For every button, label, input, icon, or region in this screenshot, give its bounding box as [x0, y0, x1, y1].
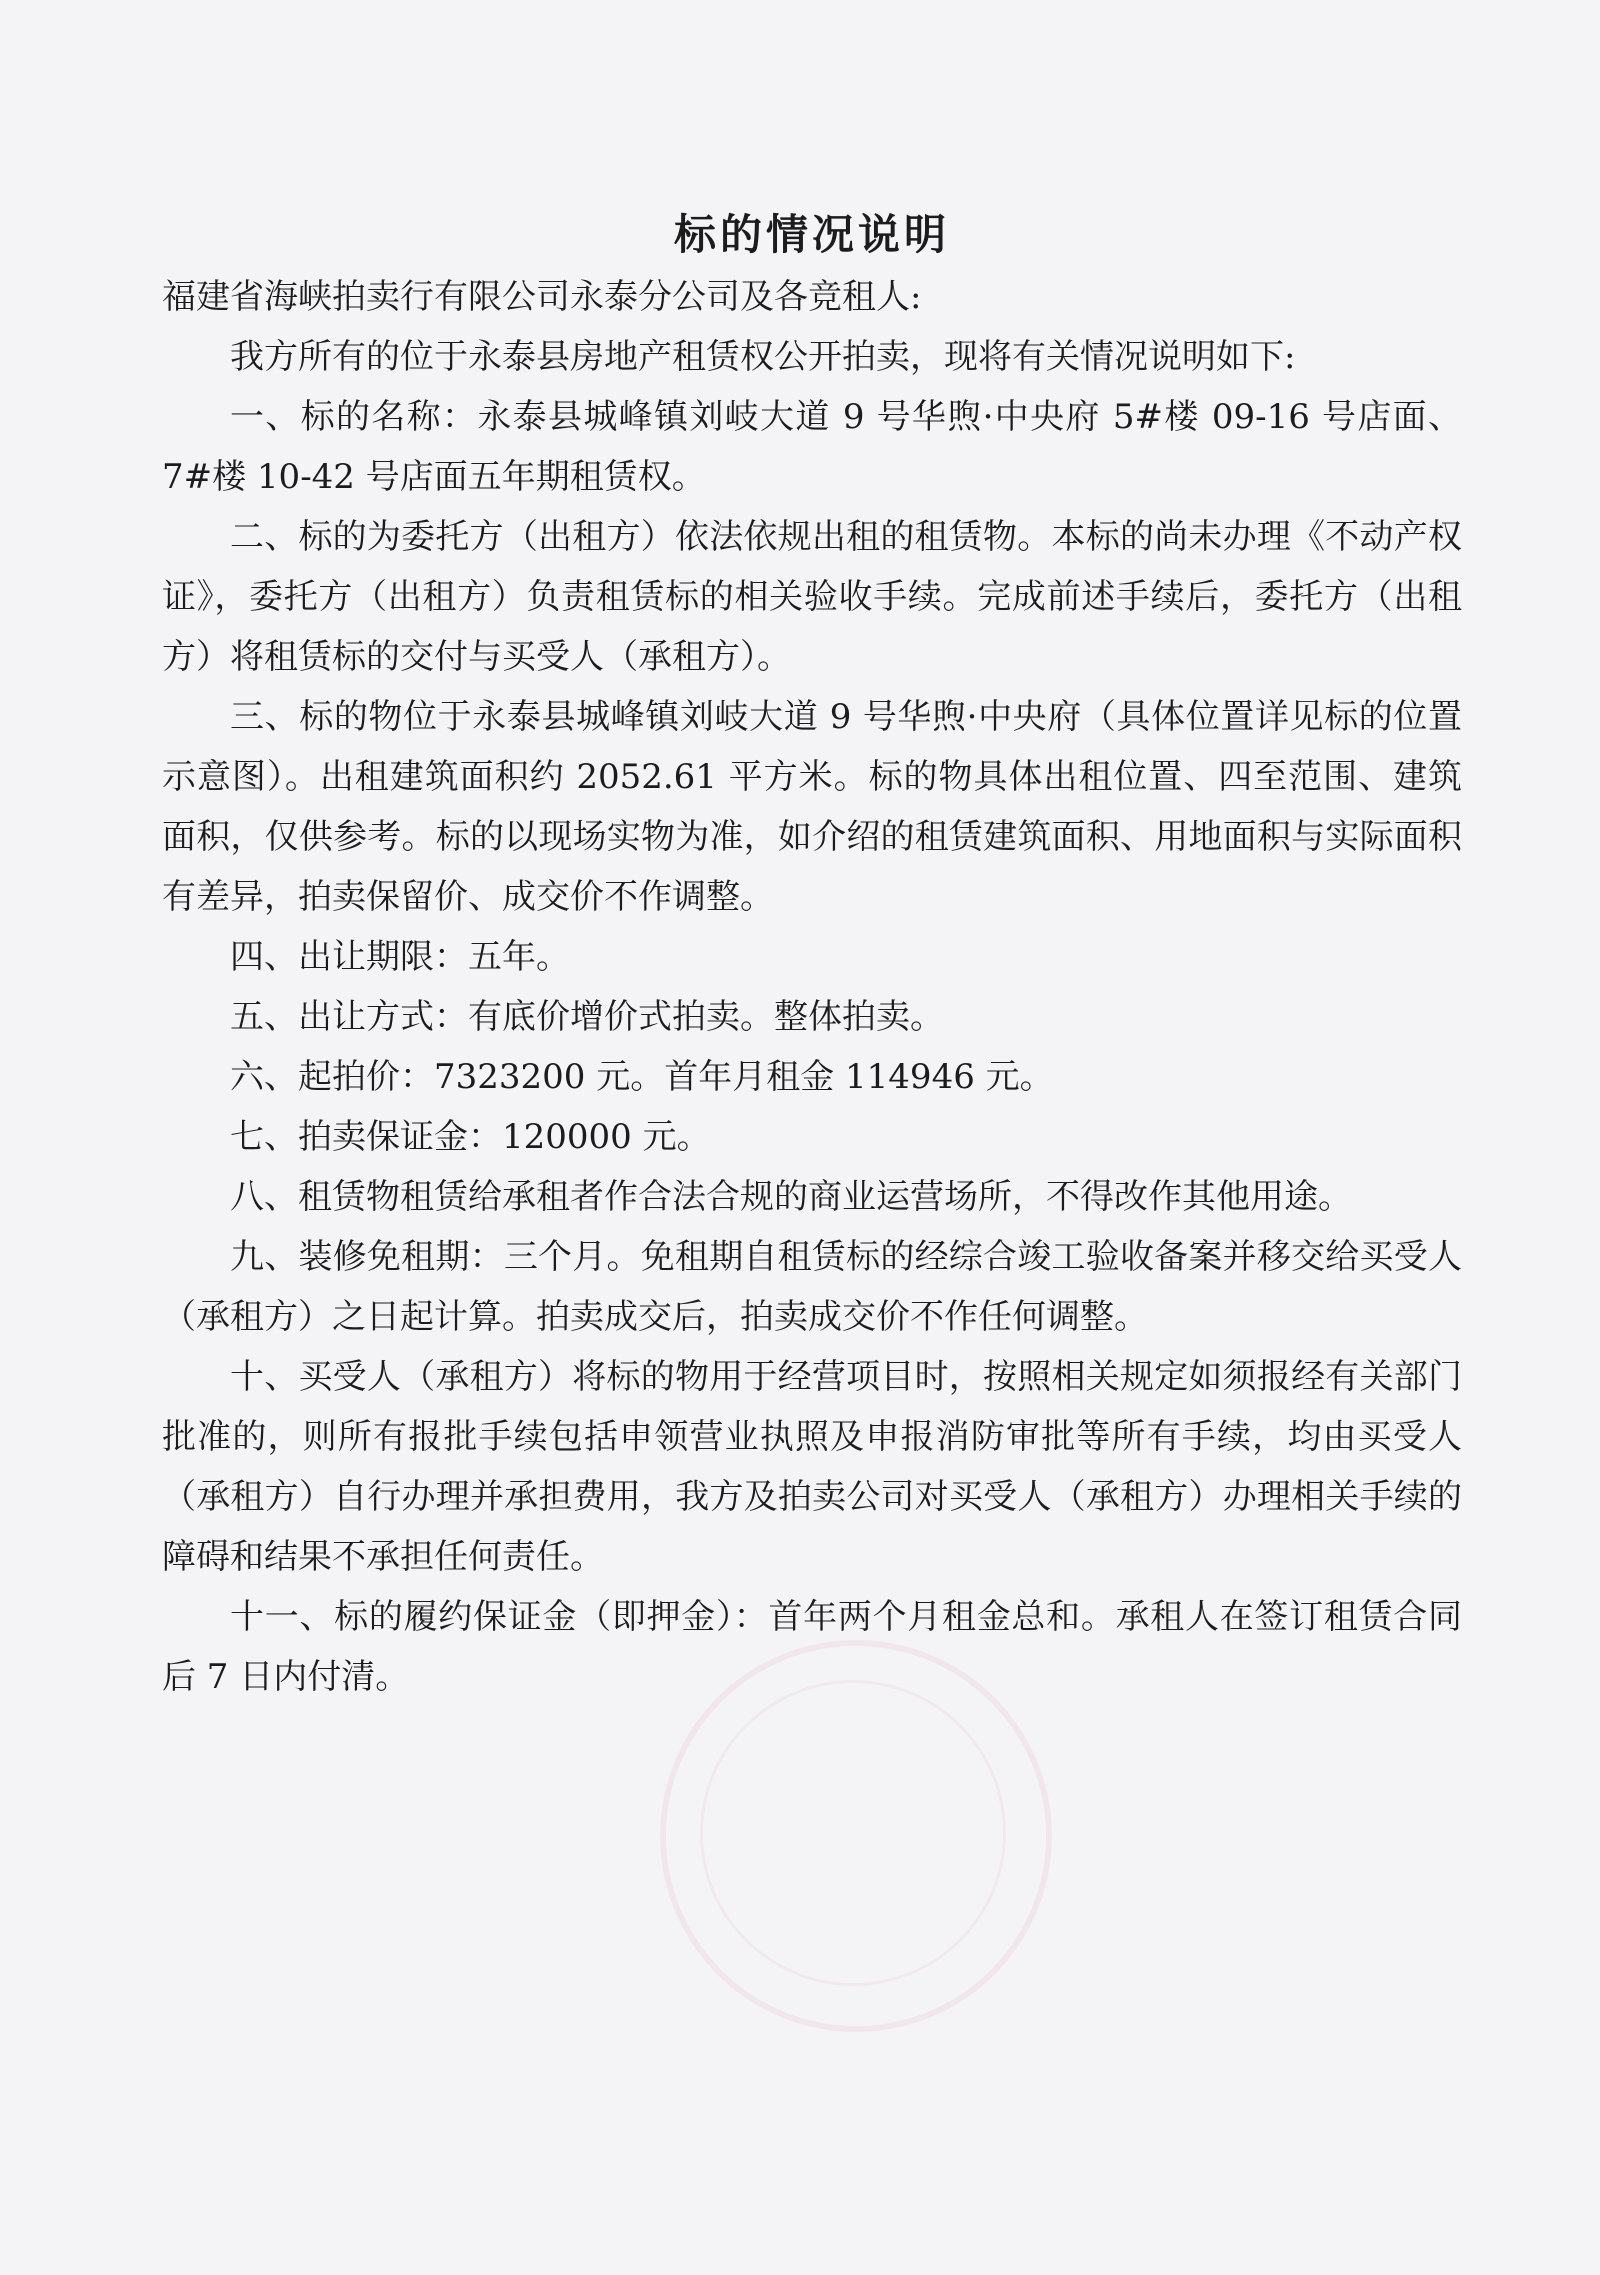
paragraph-1-name: 一、标的名称：永泰县城峰镇刘岐大道 9 号华煦·中央府 5#楼 09-16 号店面、7#楼 10-42 号店面五年期租赁权。	[162, 397, 1462, 497]
document-title: 标的情况说明	[673, 210, 950, 259]
faint-seal-inner-ring	[700, 1680, 1006, 1986]
paragraph-2-leased-object: 二、标的为委托方（出租方）依法依规出租的租赁物。本标的尚未办理《不动产权证》，委托方（出租方）负责租赁标的相关验收手续。完成前述手续后，委托方（出租方）将租赁标的交付与买受人（承租方）。	[162, 517, 1462, 677]
paragraph-7-deposit: 七、拍卖保证金：120000 元。	[230, 1117, 711, 1157]
document-body	[162, 205, 1462, 1707]
paragraph-10-procedures: 十、买受人（承租方）将标的物用于经营项目时，按照相关规定如须报经有关部门批准的，则所有报批手续包括申领营业执照及申报消防审批等所有手续，均由买受人（承租方）自行办理并承担费用，我方及拍卖公司对买受人（承租方）办理相关手续的障碍和结果不承担任何责任。	[162, 1357, 1462, 1577]
paragraph-5-method: 五、出让方式：有底价增价式拍卖。整体拍卖。	[230, 997, 944, 1037]
paragraph-4-term: 四、出让期限：五年。	[230, 937, 570, 977]
paragraph-intro: 我方所有的位于永泰县房地产租赁权公开拍卖，现将有关情况说明如下:	[230, 337, 1296, 377]
salutation: 福建省海峡拍卖行有限公司永泰分公司及各竞租人:	[162, 277, 922, 317]
paragraph-3-location: 三、标的物位于永泰县城峰镇刘岐大道 9 号华煦·中央府（具体位置详见标的位置示意图）。出租建筑面积约 2052.61 平方米。标的物具体出租位置、四至范围、建筑面积，仅供参考。标的以现场实物为准，如介绍的租赁建筑面积、用地面积与实际面积有差异，拍卖保留价、成交价不作调整。	[162, 697, 1462, 917]
paragraph-9-rent-free: 九、装修免租期：三个月。免租期自租赁标的经综合竣工验收备案并移交给买受人（承租方）之日起计算。拍卖成交后，拍卖成交价不作任何调整。	[162, 1237, 1462, 1337]
paragraph-8-usage: 八、租赁物租赁给承租者作合法合规的商业运营场所，不得改作其他用途。	[230, 1177, 1352, 1217]
paragraph-11-performance-deposit: 十一、标的履约保证金（即押金）：首年两个月租金总和。承租人在签订租赁合同后 7 日内付清。	[162, 1597, 1462, 1697]
paragraph-6-starting-price: 六、起拍价：7323200 元。首年月租金 114946 元。	[230, 1057, 1054, 1097]
